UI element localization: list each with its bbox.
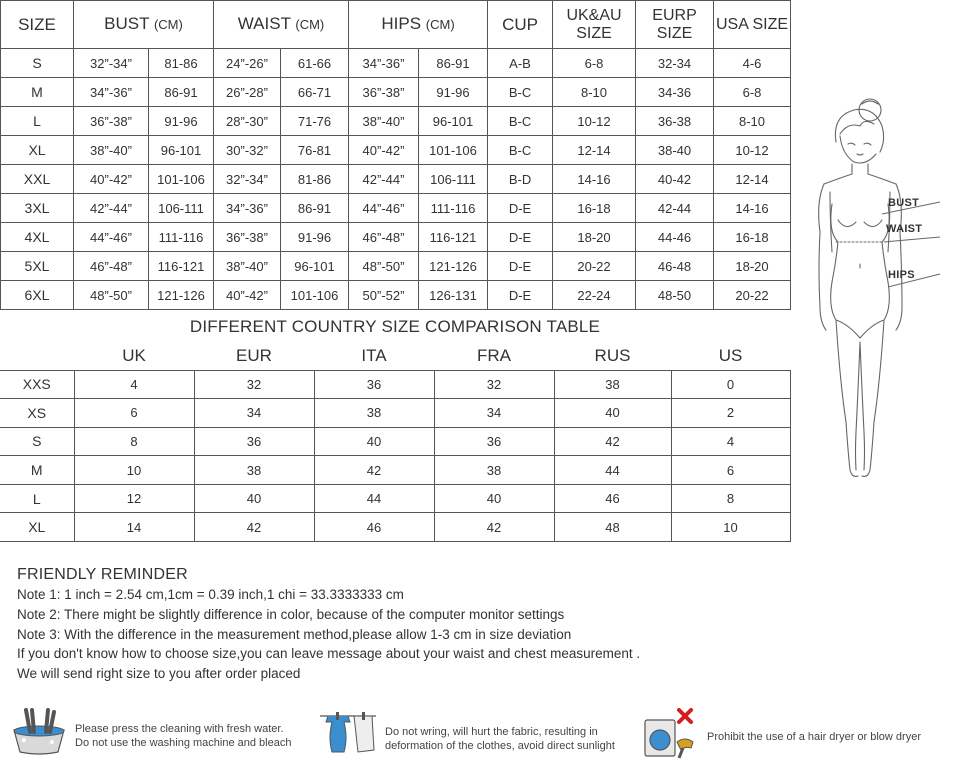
country-comparison-row xyxy=(0,399,790,428)
size-chart-cell: 111-116 xyxy=(419,194,488,223)
size-chart-cell: 116-121 xyxy=(149,252,214,281)
header-bust xyxy=(74,1,214,49)
size-chart-cell: 40”-42” xyxy=(74,165,149,194)
woman-figure-illustration xyxy=(800,92,960,482)
country-header-cell: US xyxy=(671,342,790,370)
country-comparison-cell: 6 xyxy=(671,456,790,485)
size-chart-cell: 121-126 xyxy=(419,252,488,281)
size-chart-cell: 12-14 xyxy=(714,165,791,194)
country-comparison-cell: 40 xyxy=(194,484,314,513)
country-comparison-table xyxy=(0,342,791,542)
header-hips-label: HIPS xyxy=(381,14,422,33)
size-chart-cell: 6XL xyxy=(1,281,74,310)
reminder-note-1: Note 1: 1 inch = 2.54 cm,1cm = 0.39 inch,1 chi = 33.3333333 cm xyxy=(17,587,404,602)
country-comparison-cell: 36 xyxy=(194,427,314,456)
header-ukau-size: UK&AU SIZE xyxy=(553,1,636,49)
country-comparison-cell: 40 xyxy=(434,484,554,513)
size-chart-cell: 44-46 xyxy=(636,223,714,252)
size-chart-cell: 32-34 xyxy=(636,49,714,78)
size-chart-cell: 48”-50” xyxy=(74,281,149,310)
country-header-cell: EUR xyxy=(194,342,314,370)
size-chart-cell: D-E xyxy=(488,252,553,281)
country-comparison-cell: 38 xyxy=(314,399,434,428)
size-chart-cell: 10-12 xyxy=(553,107,636,136)
header-hips xyxy=(349,1,488,49)
country-comparison-row xyxy=(0,513,790,542)
country-comparison-cell: 42 xyxy=(434,513,554,542)
header-eurp-size: EURP SIZE xyxy=(636,1,714,49)
size-chart-cell: 32”-34” xyxy=(74,49,149,78)
size-chart-row xyxy=(1,165,791,194)
size-chart-cell: 91-96 xyxy=(281,223,349,252)
size-chart-cell: 16-18 xyxy=(714,223,791,252)
size-chart-cell: 38-40 xyxy=(636,136,714,165)
country-comparison-cell: 0 xyxy=(671,370,790,399)
country-comparison-cell: 32 xyxy=(194,370,314,399)
size-chart-cell: 34”-36” xyxy=(214,194,281,223)
country-comparison-cell: 8 xyxy=(74,427,194,456)
size-chart-cell: D-E xyxy=(488,194,553,223)
size-chart-cell: 4-6 xyxy=(714,49,791,78)
dryer-note xyxy=(707,730,921,744)
reminder-note-2: Note 2: There might be slightly difference in color, because of the computer monitor settings xyxy=(17,606,565,622)
country-comparison-cell: 48 xyxy=(554,513,671,542)
size-chart-row xyxy=(1,136,791,165)
size-chart-cell: 12-14 xyxy=(553,136,636,165)
size-chart-cell: 91-96 xyxy=(149,107,214,136)
size-chart-cell: 50”-52” xyxy=(349,281,419,310)
size-chart-cell: 22-24 xyxy=(553,281,636,310)
country-comparison-cell: 42 xyxy=(314,456,434,485)
size-chart-cell: 81-86 xyxy=(149,49,214,78)
size-chart-cell: B-C xyxy=(488,78,553,107)
size-chart-cell: 20-22 xyxy=(553,252,636,281)
size-chart-cell: 14-16 xyxy=(714,194,791,223)
size-chart-table xyxy=(0,0,791,310)
country-comparison-cell: 34 xyxy=(194,399,314,428)
size-chart-cell: 46-48 xyxy=(636,252,714,281)
size-chart-cell: 32”-34” xyxy=(214,165,281,194)
country-comparison-cell: 6 xyxy=(74,399,194,428)
country-comparison-cell: S xyxy=(0,427,74,456)
bust-label: BUST xyxy=(888,197,920,209)
size-chart-cell: L xyxy=(1,107,74,136)
country-header-cell: UK xyxy=(74,342,194,370)
header-bust-label: BUST xyxy=(104,14,150,33)
size-chart-cell: 106-111 xyxy=(419,165,488,194)
country-comparison-cell: 10 xyxy=(671,513,790,542)
country-header-row xyxy=(0,342,790,370)
country-comparison-cell: 14 xyxy=(74,513,194,542)
country-comparison-cell: 10 xyxy=(74,456,194,485)
size-chart-body xyxy=(1,49,791,310)
size-chart-cell: 91-96 xyxy=(419,78,488,107)
size-chart-cell: 20-22 xyxy=(714,281,791,310)
country-comparison-cell: 44 xyxy=(314,484,434,513)
size-chart-cell: 16-18 xyxy=(553,194,636,223)
size-chart-cell: 48-50 xyxy=(636,281,714,310)
wash-note-line-1: Please press the cleaning with fresh water. xyxy=(75,723,284,735)
size-chart-cell: D-E xyxy=(488,223,553,252)
size-chart-cell: 10-12 xyxy=(714,136,791,165)
size-chart-row xyxy=(1,281,791,310)
country-comparison-row xyxy=(0,427,790,456)
header-usa-size: USA SIZE xyxy=(714,1,791,49)
country-comparison-cell: 38 xyxy=(194,456,314,485)
size-chart-cell: 106-111 xyxy=(149,194,214,223)
friendly-reminder xyxy=(17,565,937,684)
size-chart-cell: 5XL xyxy=(1,252,74,281)
size-chart-cell: B-C xyxy=(488,136,553,165)
size-chart-cell: M xyxy=(1,78,74,107)
size-chart-cell: 36”-38” xyxy=(214,223,281,252)
size-chart-cell: 36-38 xyxy=(636,107,714,136)
size-chart-cell: 44”-46” xyxy=(349,194,419,223)
size-chart-cell: 18-20 xyxy=(714,252,791,281)
country-comparison-cell: 4 xyxy=(671,427,790,456)
header-waist xyxy=(214,1,349,49)
reminder-note-4: If you don't know how to choose size,you can leave message about your waist and chest measurement . xyxy=(17,646,641,662)
wring-note xyxy=(385,725,615,753)
size-chart-row xyxy=(1,78,791,107)
size-chart-cell: XXL xyxy=(1,165,74,194)
size-chart-cell: 121-126 xyxy=(149,281,214,310)
wring-note-line-1: Do not wring, will hurt the fabric, resulting in xyxy=(385,726,598,738)
size-chart-cell: 81-86 xyxy=(281,165,349,194)
hips-label: HIPS xyxy=(888,269,915,281)
country-comparison-cell: 44 xyxy=(554,456,671,485)
size-chart-cell: 8-10 xyxy=(553,78,636,107)
country-header-cell: ITA xyxy=(314,342,434,370)
country-comparison-cell: 32 xyxy=(434,370,554,399)
size-chart-cell: 42-44 xyxy=(636,194,714,223)
wash-note-line-2: Do not use the washing machine and bleach xyxy=(75,737,292,749)
size-chart-row xyxy=(1,107,791,136)
size-chart-cell: 96-101 xyxy=(419,107,488,136)
size-chart-cell: B-C xyxy=(488,107,553,136)
size-chart-cell: 66-71 xyxy=(281,78,349,107)
country-comparison-cell: 42 xyxy=(194,513,314,542)
country-header-cell xyxy=(0,342,74,370)
size-chart-cell: 38”-40” xyxy=(74,136,149,165)
size-chart-cell: 36”-38” xyxy=(349,78,419,107)
country-comparison-cell: 42 xyxy=(554,427,671,456)
size-chart-cell: 30”-32” xyxy=(214,136,281,165)
size-chart-cell: 38”-40” xyxy=(214,252,281,281)
size-chart-cell: 71-76 xyxy=(281,107,349,136)
waist-label: WAIST xyxy=(886,223,923,235)
size-chart-cell: 40”-42” xyxy=(349,136,419,165)
size-chart-cell: 111-116 xyxy=(149,223,214,252)
size-chart-cell: 34-36 xyxy=(636,78,714,107)
country-comparison-cell: 46 xyxy=(314,513,434,542)
size-chart-cell: 101-106 xyxy=(419,136,488,165)
size-chart-row xyxy=(1,252,791,281)
header-waist-label: WAIST xyxy=(237,14,291,33)
size-chart-cell: 86-91 xyxy=(419,49,488,78)
size-chart-cell: 48”-50” xyxy=(349,252,419,281)
size-chart-cell: 42”-44” xyxy=(349,165,419,194)
size-chart-cell: 6-8 xyxy=(714,78,791,107)
country-comparison-cell: XL xyxy=(0,513,74,542)
country-comparison-row xyxy=(0,370,790,399)
wring-note-line-2: deformation of the clothes, avoid direct sunlight xyxy=(385,740,615,752)
size-chart-cell: 86-91 xyxy=(149,78,214,107)
size-chart-row xyxy=(1,223,791,252)
country-comparison-cell: 38 xyxy=(434,456,554,485)
country-comparison-body xyxy=(0,370,790,542)
header-waist-unit: (CM) xyxy=(295,17,325,32)
size-chart-cell: 24”-26” xyxy=(214,49,281,78)
country-comparison-cell: 46 xyxy=(554,484,671,513)
hang-dry-icon xyxy=(318,708,378,761)
size-chart-cell: 18-20 xyxy=(553,223,636,252)
body-measurement-figure xyxy=(800,92,960,482)
reminder-title: FRIENDLY REMINDER xyxy=(17,566,188,583)
size-chart-cell: XL xyxy=(1,136,74,165)
size-chart-cell: B-D xyxy=(488,165,553,194)
country-comparison-cell: 36 xyxy=(314,370,434,399)
size-chart-cell: 126-131 xyxy=(419,281,488,310)
country-comparison-cell: 12 xyxy=(74,484,194,513)
size-chart-cell: 61-66 xyxy=(281,49,349,78)
hand-wash-icon xyxy=(10,706,68,761)
country-comparison-cell: 38 xyxy=(554,370,671,399)
size-chart-cell: D-E xyxy=(488,281,553,310)
reminder-note-3: Note 3: With the difference in the measurement method,please allow 1-3 cm in size deviation xyxy=(17,626,572,642)
country-comparison-cell: 2 xyxy=(671,399,790,428)
size-chart-cell: 96-101 xyxy=(149,136,214,165)
country-comparison-cell: 4 xyxy=(74,370,194,399)
size-chart-cell: 116-121 xyxy=(419,223,488,252)
size-chart-cell: A-B xyxy=(488,49,553,78)
country-comparison-cell: M xyxy=(0,456,74,485)
dryer-note-line-1: Prohibit the use of a hair dryer or blow dryer xyxy=(707,731,921,743)
size-chart-cell: 46”-48” xyxy=(74,252,149,281)
no-hair-dryer-icon xyxy=(643,708,703,765)
size-chart-cell: 101-106 xyxy=(149,165,214,194)
size-chart-cell: 44”-46” xyxy=(74,223,149,252)
country-comparison-row xyxy=(0,484,790,513)
size-chart-cell: 96-101 xyxy=(281,252,349,281)
size-chart-cell: 34”-36” xyxy=(74,78,149,107)
header-hips-unit: (CM) xyxy=(425,17,455,32)
country-comparison-cell: XXS xyxy=(0,370,74,399)
size-chart-cell: 38”-40” xyxy=(349,107,419,136)
header-bust-unit: (CM) xyxy=(153,17,183,32)
country-comparison-cell: 40 xyxy=(314,427,434,456)
country-comparison-cell: L xyxy=(0,484,74,513)
size-chart-cell: 3XL xyxy=(1,194,74,223)
size-chart-cell: 14-16 xyxy=(553,165,636,194)
header-size: SIZE xyxy=(1,1,74,49)
country-comparison-cell: 8 xyxy=(671,484,790,513)
size-chart-cell: 28”-30” xyxy=(214,107,281,136)
size-chart-cell: 42”-44” xyxy=(74,194,149,223)
wash-note xyxy=(75,722,291,750)
country-comparison-cell: 40 xyxy=(554,399,671,428)
header-cup: CUP xyxy=(488,1,553,49)
size-chart-cell: 34”-36” xyxy=(349,49,419,78)
size-chart-cell: 76-81 xyxy=(281,136,349,165)
size-chart-cell: S xyxy=(1,49,74,78)
size-chart-cell: 4XL xyxy=(1,223,74,252)
size-chart-cell: 101-106 xyxy=(281,281,349,310)
size-chart-cell: 46”-48” xyxy=(349,223,419,252)
size-chart-row xyxy=(1,194,791,223)
size-chart-cell: 6-8 xyxy=(553,49,636,78)
country-comparison-cell: 36 xyxy=(434,427,554,456)
size-chart-cell: 40-42 xyxy=(636,165,714,194)
country-header-cell: FRA xyxy=(434,342,554,370)
country-comparison-cell: 34 xyxy=(434,399,554,428)
country-comparison-title: DIFFERENT COUNTRY SIZE COMPARISON TABLE xyxy=(189,317,601,336)
reminder-note-5: We will send right size to you after order placed xyxy=(17,666,301,682)
country-comparison-cell: XS xyxy=(0,399,74,428)
size-chart-cell: 86-91 xyxy=(281,194,349,223)
size-chart-cell: 8-10 xyxy=(714,107,791,136)
size-chart-cell: 26”-28” xyxy=(214,78,281,107)
size-chart-cell: 40”-42” xyxy=(214,281,281,310)
size-chart-row xyxy=(1,49,791,78)
country-comparison-row xyxy=(0,456,790,485)
country-header-cell: RUS xyxy=(554,342,671,370)
size-chart-header-row xyxy=(1,1,791,49)
size-chart-cell: 36”-38” xyxy=(74,107,149,136)
